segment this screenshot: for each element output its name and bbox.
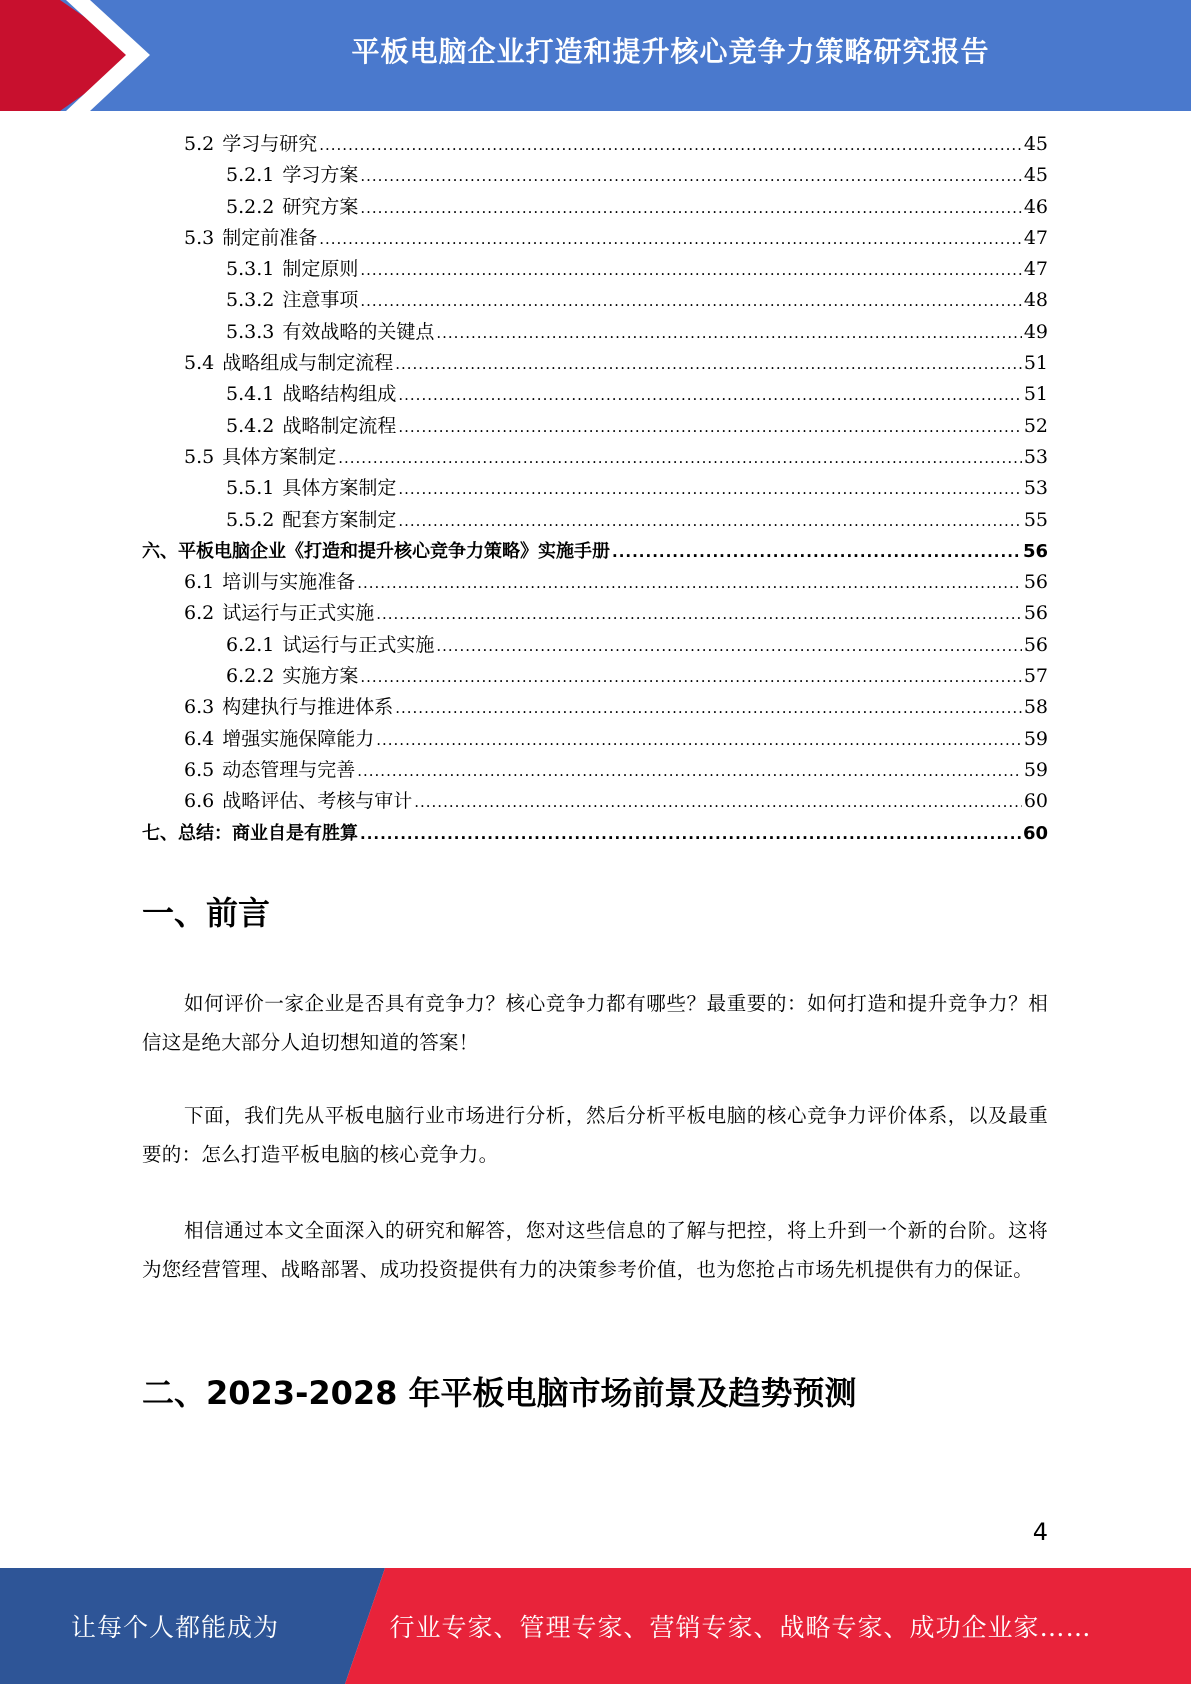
toc-entry[interactable] xyxy=(142,223,1048,254)
toc-entry[interactable] xyxy=(142,192,1048,223)
page-number: 4 xyxy=(1032,1518,1048,1546)
toc-dot-leader xyxy=(360,662,1021,693)
toc-entry-page: 51 xyxy=(1023,383,1048,406)
toc-entry-page: 56 xyxy=(1023,602,1048,625)
toc-entry-page: 47 xyxy=(1023,226,1048,249)
toc-entry-page: 55 xyxy=(1023,508,1048,531)
toc-entry-page: 49 xyxy=(1023,320,1048,343)
toc-entry-page: 53 xyxy=(1023,477,1048,500)
toc-entry-label: 六、平板电脑企业《打造和提升核心竞争力策略》实施手册 xyxy=(142,540,610,562)
toc-entry-number: 5.2.1 xyxy=(226,164,275,187)
paragraph-2: 下面，我们先从平板电脑行业市场进行分析，然后分析平板电脑的核心竞争力评价体系，以及最重要的：怎么打造平板电脑的核心竞争力。 xyxy=(142,1104,1048,1166)
toc-entry-number: 6.2 xyxy=(184,602,215,625)
toc-entry[interactable] xyxy=(142,348,1048,379)
toc-dot-leader xyxy=(360,193,1021,224)
toc-entry-number: 6.4 xyxy=(184,727,215,750)
toc-dot-leader xyxy=(398,380,1021,411)
toc-entry-number: 6.5 xyxy=(184,758,215,781)
toc-entry-page: 46 xyxy=(1023,195,1048,218)
toc-entry-number: 5.3.2 xyxy=(226,289,275,312)
toc-entry[interactable] xyxy=(142,505,1048,536)
toc-dot-leader xyxy=(436,318,1021,349)
toc-entry-page: 52 xyxy=(1023,414,1048,437)
toc-entry-label: 培训与实施准备 xyxy=(222,571,356,594)
table-of-contents xyxy=(142,129,1048,849)
toc-dot-leader xyxy=(436,631,1021,662)
toc-entry-page: 53 xyxy=(1023,445,1048,468)
toc-dot-leader xyxy=(357,568,1022,599)
toc-dot-leader xyxy=(398,506,1021,537)
toc-entry-page: 51 xyxy=(1023,352,1048,375)
toc-entry[interactable] xyxy=(142,536,1048,567)
toc-entry-label: 具体方案制定 xyxy=(222,445,337,468)
toc-entry[interactable] xyxy=(142,317,1048,348)
section-heading-preface: 一、前言 xyxy=(142,894,271,932)
toc-entry[interactable] xyxy=(142,630,1048,661)
toc-entry-page: 56 xyxy=(1022,540,1048,562)
toc-entry[interactable] xyxy=(142,285,1048,316)
toc-entry-page: 45 xyxy=(1023,164,1048,187)
section-heading-market-forecast: 二、2023-2028 年平板电脑市场前景及趋势预测 xyxy=(142,1374,857,1412)
toc-entry-label: 学习与研究 xyxy=(222,133,318,155)
toc-entry-number: 5.5 xyxy=(184,445,215,468)
toc-entry[interactable] xyxy=(142,379,1048,410)
toc-entry-label: 试运行与正式实施 xyxy=(222,602,375,625)
toc-entry-label: 战略制定流程 xyxy=(282,414,397,437)
toc-dot-leader xyxy=(338,443,1022,474)
toc-entry-label: 配套方案制定 xyxy=(282,508,397,531)
toc-entry-page: 60 xyxy=(1022,822,1048,844)
toc-entry-label: 战略结构组成 xyxy=(282,383,397,406)
toc-entry-number: 5.4.2 xyxy=(226,414,275,437)
toc-entry-page: 59 xyxy=(1023,727,1048,750)
toc-entry-number: 5.2 xyxy=(184,133,215,155)
page-header xyxy=(0,0,1191,111)
toc-entry[interactable] xyxy=(142,254,1048,285)
footer-slogan-right: 行业专家、管理专家、营销专家、战略专家、成功企业家…… xyxy=(389,1613,1092,1642)
report-title: 平板电脑企业打造和提升核心竞争力策略研究报告 xyxy=(351,34,990,68)
toc-entry[interactable] xyxy=(142,473,1048,504)
toc-entry[interactable] xyxy=(142,724,1048,755)
toc-entry-label: 制定前准备 xyxy=(222,226,318,249)
toc-entry[interactable] xyxy=(142,598,1048,629)
toc-entry[interactable] xyxy=(142,786,1048,817)
toc-entry-number: 6.2.2 xyxy=(226,665,275,688)
toc-entry-label: 制定原则 xyxy=(282,258,359,281)
toc-entry-label: 增强实施保障能力 xyxy=(222,727,375,750)
toc-entry[interactable] xyxy=(142,442,1048,473)
toc-entry[interactable] xyxy=(142,661,1048,692)
toc-dot-leader xyxy=(360,286,1021,317)
toc-dot-leader xyxy=(360,161,1021,192)
toc-entry-label: 动态管理与完善 xyxy=(222,758,356,781)
toc-entry-label: 有效战略的关键点 xyxy=(282,320,435,343)
toc-dot-leader xyxy=(376,725,1022,756)
toc-entry[interactable] xyxy=(142,160,1048,191)
toc-entry-label: 具体方案制定 xyxy=(282,477,397,500)
toc-entry-page: 58 xyxy=(1023,696,1048,719)
toc-entry-number: 5.3 xyxy=(184,226,215,249)
toc-entry-number: 6.1 xyxy=(184,571,215,594)
toc-entry-label: 试运行与正式实施 xyxy=(282,633,435,656)
toc-entry-page: 57 xyxy=(1023,665,1048,688)
toc-entry-page: 60 xyxy=(1023,790,1048,813)
toc-dot-leader xyxy=(395,349,1022,380)
toc-dot-leader xyxy=(319,130,1022,161)
toc-entry[interactable] xyxy=(142,755,1048,786)
toc-entry-label: 学习方案 xyxy=(282,164,359,187)
paragraph-3: 相信通过本文全面深入的研究和解答，您对这些信息的了解与把控，将上升到一个新的台阶。这将为您经营管理、战略部署、成功投资提供有力的决策参考价值，也为您抢占市场先机提供有力的保证。 xyxy=(142,1219,1048,1281)
footer-slogan-left: 让每个人都能成为 xyxy=(70,1613,279,1642)
toc-entry-label: 战略组成与制定流程 xyxy=(222,352,394,375)
toc-dot-leader xyxy=(414,787,1022,818)
toc-entry[interactable] xyxy=(142,567,1048,598)
toc-dot-leader xyxy=(612,537,1021,568)
toc-dot-leader xyxy=(319,224,1022,255)
toc-dot-leader xyxy=(357,756,1022,787)
toc-entry-label: 研究方案 xyxy=(282,195,359,218)
toc-entry-number: 5.5.2 xyxy=(226,508,275,531)
toc-entry-page: 59 xyxy=(1023,758,1048,781)
toc-entry[interactable] xyxy=(142,411,1048,442)
toc-entry-label: 七、总结：商业自是有胜算 xyxy=(142,822,358,844)
page-footer xyxy=(0,1568,1191,1684)
toc-dot-leader xyxy=(376,599,1022,630)
toc-entry[interactable] xyxy=(142,692,1048,723)
toc-entry-label: 注意事项 xyxy=(282,289,359,312)
toc-entry-page: 47 xyxy=(1023,258,1048,281)
toc-entry-label: 实施方案 xyxy=(282,665,359,688)
paragraph-1: 如何评价一家企业是否具有竞争力？核心竞争力都有哪些？最重要的：如何打造和提升竞争力？相信这是绝大部分人迫切想知道的答案！ xyxy=(142,992,1048,1054)
toc-entry-number: 6.6 xyxy=(184,790,215,813)
toc-entry-number: 5.3.1 xyxy=(226,258,275,281)
toc-entry-label: 战略评估、考核与审计 xyxy=(222,790,413,813)
toc-entry-label: 构建执行与推进体系 xyxy=(222,696,394,719)
toc-dot-leader xyxy=(360,255,1021,286)
toc-dot-leader xyxy=(395,693,1022,724)
toc-entry-page: 45 xyxy=(1023,133,1048,155)
toc-dot-leader xyxy=(360,819,1021,850)
toc-entry-number: 5.3.3 xyxy=(226,320,275,343)
toc-dot-leader xyxy=(398,474,1021,505)
toc-entry-number: 5.4.1 xyxy=(226,383,275,406)
toc-entry-page: 56 xyxy=(1023,571,1048,594)
toc-entry-number: 6.2.1 xyxy=(226,633,275,656)
toc-entry-number: 6.3 xyxy=(184,696,215,719)
toc-entry-page: 48 xyxy=(1023,289,1048,312)
toc-entry[interactable] xyxy=(142,129,1048,160)
toc-entry-number: 5.5.1 xyxy=(226,477,275,500)
toc-dot-leader xyxy=(398,412,1021,443)
toc-entry[interactable] xyxy=(142,818,1048,849)
toc-entry-number: 5.4 xyxy=(184,352,215,375)
toc-entry-page: 56 xyxy=(1023,633,1048,656)
toc-entry-number: 5.2.2 xyxy=(226,195,275,218)
